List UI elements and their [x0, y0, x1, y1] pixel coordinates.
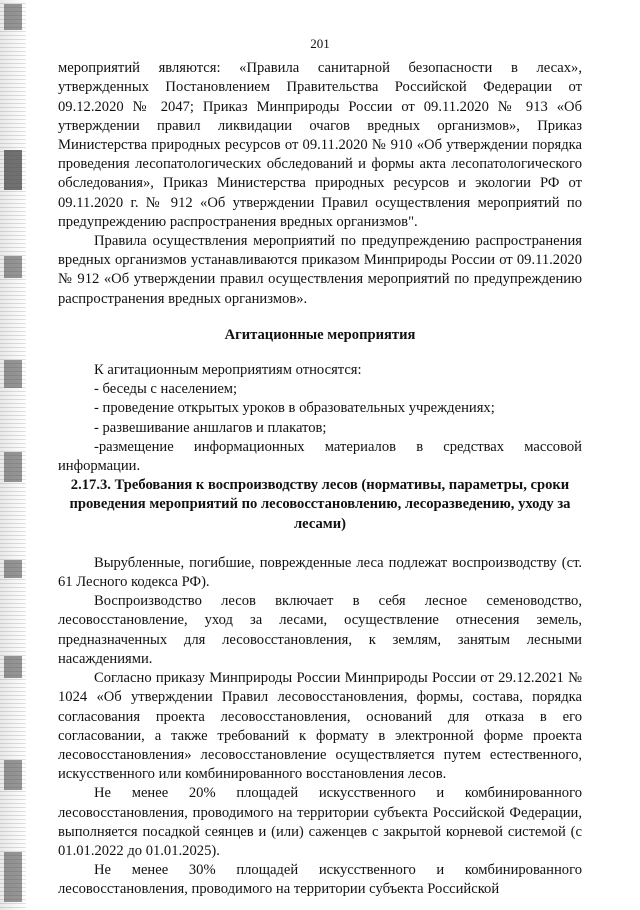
scan-artifact — [4, 360, 22, 388]
paragraph: Воспроизводство лесов включает в себя лесное семеноводство, лесовосстановление, уход за лесами, осуществление отнесения земель, предназначенных для лесовосстановления, к землям, занятым лесными насаждениями. — [58, 593, 582, 667]
paragraph: Вырубленные, погибшие, поврежденные леса подлежат воспроизводству (ст. 61 Лесного кодекса РФ). — [58, 554, 582, 591]
list-item: - развешивание аншлагов и плакатов; — [94, 419, 327, 436]
scan-artifact — [4, 760, 22, 790]
paragraph: Правила осуществления мероприятий по предупреждению распространения вредных организмов устанавливаются приказом Минприроды России от 09.11.2020 № 912 «Об утверждении правил осуществления мероприятий по предупреждению распространения вредных организмов». — [58, 233, 582, 307]
paragraph: Не менее 30% площадей искусственного и комбинированного лесовосстановления, проводимого на территории субъекта Российской — [58, 862, 582, 898]
section-heading: 2.17.3. Требования к воспроизводству лесов (нормативы, параметры, сроки проведения мероприятий по лесовосстановлению, лесоразведению, уходу за лесами) — [69, 477, 571, 532]
paragraph: Согласно приказу Минприроды России Минприроды России от 29.12.2021 № 1024 «Об утверждении Правил лесовосстановления, формы, состава, порядка согласования проекта лесовосстановления, оснований для отказа в его согласовании, а также требований к формату в электронной форме проекта лесовосстановления» лесовосстановление осуществляется путем естественного, искусственного или комбинированного восстановления лесов. — [58, 670, 582, 783]
scan-artifact — [4, 560, 22, 578]
list-item: - беседы с населением; — [94, 381, 238, 398]
section-heading: Агитационные мероприятия — [224, 326, 416, 343]
scan-artifact — [4, 852, 22, 902]
paragraph: Не менее 20% площадей искусственного и комбинированного лесовосстановления, проводимого на территории субъекта Российской Федерации, выполняется посадкой сеянцев и (или) саженцев с закрытой корневой системой (с 01.01.2022 до 01.01.2025). — [58, 785, 582, 859]
list-item: -размещение информационных материалов в средствах массовой информации. — [58, 438, 582, 475]
scan-artifact — [4, 4, 22, 30]
paragraph: мероприятий являются: «Правила санитарной безопасности в лесах», утвержденных Постановлением Правительства Российской Федерации от 09.12.2020 № 2047; Приказ Минприроды России от 09.11.2020 № 913 «Об утверждении правил ликвидации очагов вредных организмов», Приказ Министерства природных ресурсов от 09.11.2020 № 910 «Об утверждении порядка проведения лесопатологических обследований и формы акта лесопатологического обследования», Приказ Министерства природных ресурсов и экологии РФ от 09.11.2020 г. № 912 «Об утверждении Правил осуществления мероприятий по предупреждению распространения вредных организмов". — [58, 60, 582, 230]
scan-artifact — [4, 656, 22, 678]
document-page — [58, 34, 582, 900]
scan-artifact — [4, 150, 22, 190]
scan-artifact — [4, 452, 22, 482]
list-intro: К агитационным мероприятиям относятся: — [94, 362, 362, 379]
page-number: 201 — [310, 36, 330, 51]
list-item: - проведение открытых уроков в образовательных учреждениях; — [94, 400, 495, 417]
scan-artifact — [4, 256, 22, 278]
